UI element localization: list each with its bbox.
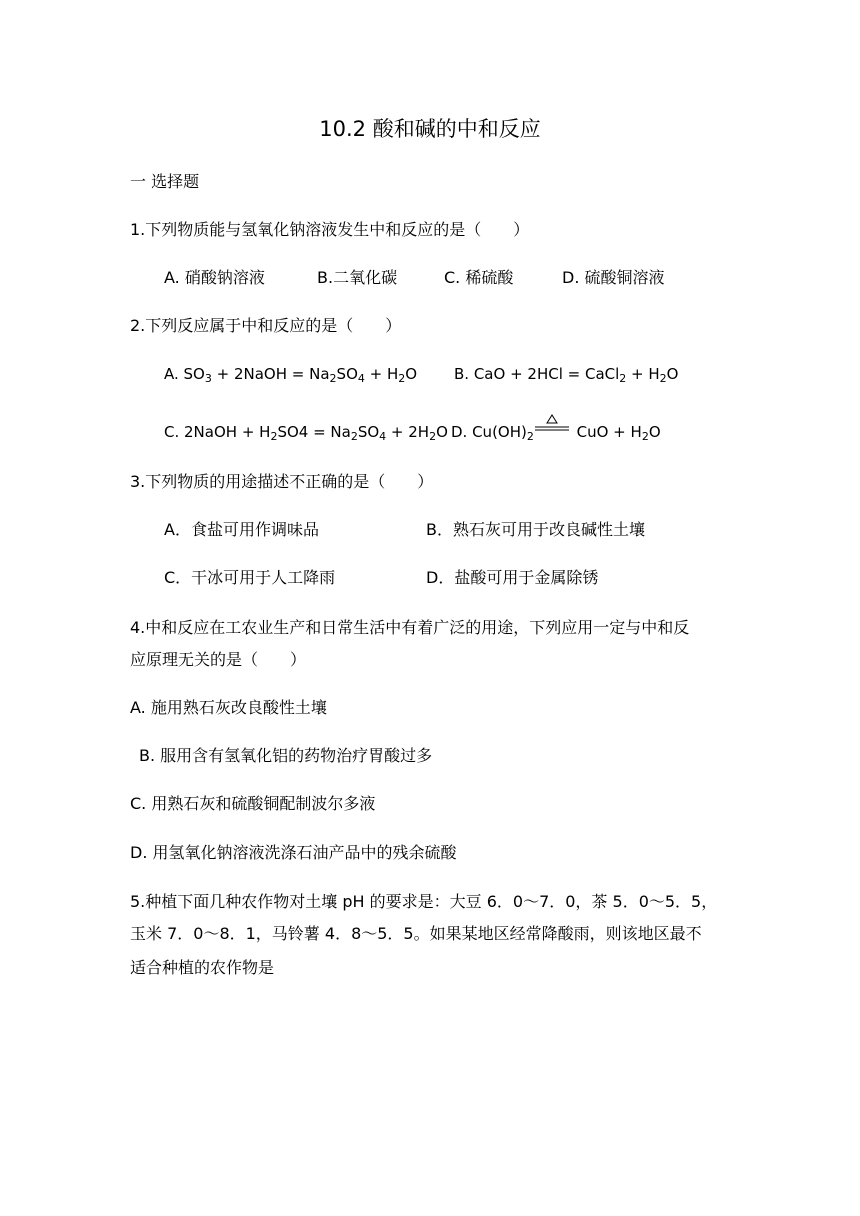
question-1-option-b: B.二氧化碳 bbox=[317, 268, 398, 287]
page-title: 10.2 酸和碱的中和反应 bbox=[319, 117, 541, 141]
question-3-option-c: C．干冰可用于人工降雨 bbox=[164, 568, 336, 587]
question-2-option-c: C. 2NaOH + $H_2SO4 = Na_2SO_4 + 2H_2O$ bbox=[164, 423, 448, 443]
question-4-stem-line-1: 4.中和反应在工农业生产和日常生活中有着广泛的用途，下列应用一定与中和反 bbox=[130, 618, 690, 637]
question-5-line-2: 玉米 7．0～8．1，马铃薯 4．8～5．5。如果某地区经常降酸雨，则该地区最不 bbox=[130, 924, 702, 943]
question-1-option-c: C. 稀硫酸 bbox=[444, 268, 514, 287]
question-4-option-a: A. 施用熟石灰改良酸性土壤 bbox=[130, 698, 327, 717]
question-3-option-a: A．食盐可用作调味品 bbox=[164, 520, 319, 539]
heating-equals-sign bbox=[534, 425, 570, 439]
question-4-option-b: B. 服用含有氢氧化铝的药物治疗胃酸过多 bbox=[139, 746, 433, 765]
question-3-stem: 3.下列物质的用途描述不正确的是（ ） bbox=[130, 472, 434, 491]
question-3-option-b: B．熟石灰可用于改良碱性土壤 bbox=[426, 520, 645, 539]
question-5-line-1: 5.种植下面几种农作物对土壤 pH 的要求是：大豆 6．0～7．0，茶 5．0～5．5， bbox=[130, 892, 718, 911]
question-2-option-b: B. CaO + 2HCl = CaCl$_2$ + $H_2O$ bbox=[454, 365, 679, 385]
section-heading: 一 选择题 bbox=[130, 172, 200, 191]
question-1-stem: 1.下列物质能与氢氧化钠溶液发生中和反应的是（ ） bbox=[130, 220, 530, 239]
question-2-option-d: D. $Cu(OH)_2$ CuO + $H_2O$ bbox=[451, 422, 661, 442]
question-4-stem-line-2: 应原理无关的是（ ） bbox=[130, 650, 307, 669]
question-1-option-d: D. 硫酸铜溶液 bbox=[562, 268, 665, 287]
question-4-option-c: C. 用熟石灰和硫酸铜配制波尔多液 bbox=[130, 794, 376, 813]
question-2-stem: 2.下列反应属于中和反应的是（ ） bbox=[130, 316, 402, 335]
question-2-option-a: A. $SO_3$ + 2NaOH = $Na_2SO_4 + H_2O$ bbox=[164, 365, 418, 385]
question-3-option-d: D．盐酸可用于金属除锈 bbox=[426, 568, 599, 587]
question-1-option-a: A. 硝酸钠溶液 bbox=[164, 268, 265, 287]
question-5-line-3: 适合种植的农作物是 bbox=[130, 958, 275, 977]
question-4-option-d: D. 用氢氧化钠溶液洗涤石油产品中的残余硫酸 bbox=[130, 843, 457, 862]
